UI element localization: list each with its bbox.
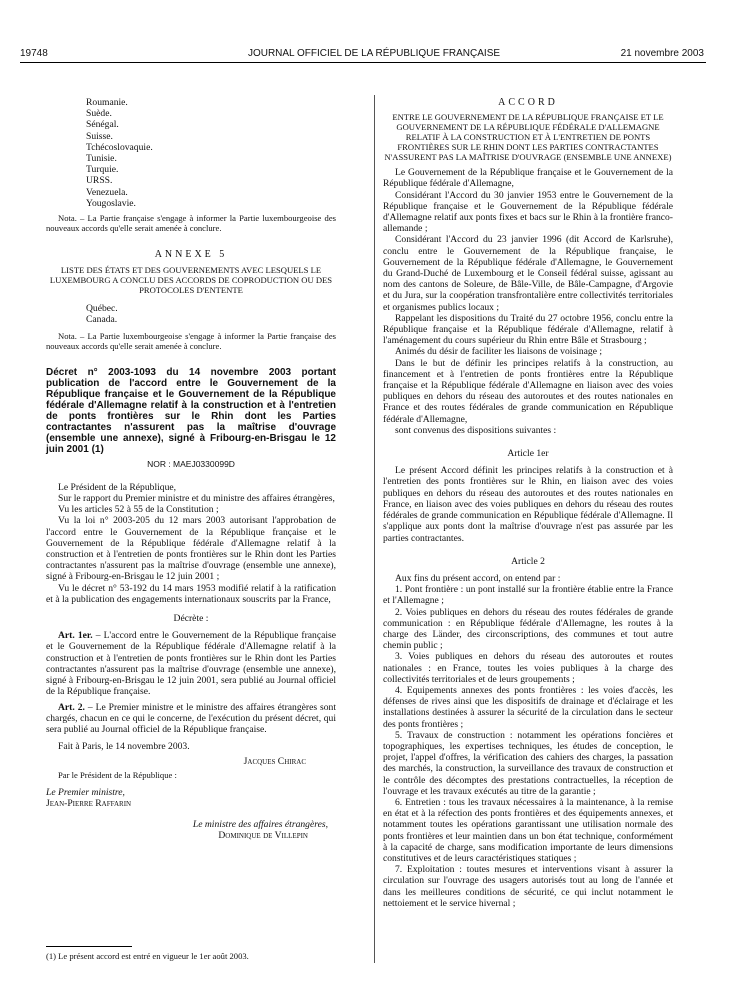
annex-list bbox=[46, 303, 336, 325]
article-heading: Article 2 bbox=[511, 555, 545, 567]
article-text: – L'accord entre le Gouvernement de la République française et le Gouvernement de la République fédérale d'Allemagne relatif à la construction et à l'entretien de ponts frontières sur le Rhin dont les Parties contractantes n'assurent pas la maîtrise d'ouvrage (ensemble une annexe), signé à Fribourg-en-Brisgau le 12 juin 2001, sera publié au Journal officiel de la République française. bbox=[46, 630, 337, 698]
paragraph: Aux fins du présent accord, on entend par : bbox=[395, 572, 561, 584]
date-place: Fait à Paris, le 14 novembre 2003. bbox=[58, 741, 190, 753]
nota-paragraph: Nota. – La Partie française s'engage à informer la Partie luxembourgeoise des nouveaux accords qu'elle serait amenée à conclure. bbox=[46, 213, 336, 234]
left-column bbox=[46, 97, 336, 842]
article-body: Le présent Accord définit les principes relatifs à la construction et à l'entretien des ponts frontières sur le Rhin, en liaison avec des voies publiques en dehors du réseau des autoroutes et des routes nationales en France, en liaison avec des voies publiques en dehors du réseau des routes fédérales de grande communication en République fédérale d'Allemagne. Il s'applique aux ponts dont la maîtrise d'ouvrage n'est pas assurée par les parties contractantes. bbox=[383, 465, 673, 544]
accord-title: ACCORD bbox=[498, 97, 558, 108]
nota-paragraph: Nota. – La Partie luxembourgeoise s'engage à informer la Partie française des nouveaux accords qu'elle serait amenée à conclure. bbox=[46, 330, 336, 351]
minister-name: Dominique de Villepin bbox=[218, 830, 308, 842]
minister-title: Le ministre des affaires étrangères, bbox=[192, 819, 328, 831]
annex-title: ANNEXE 5 bbox=[154, 249, 228, 261]
list-item: Venezuela. bbox=[86, 186, 128, 198]
list-item: Québec. bbox=[86, 303, 118, 315]
preamble bbox=[383, 167, 673, 436]
list-item: Tunisie. bbox=[86, 153, 117, 165]
list-item: Canada. bbox=[86, 314, 118, 326]
definition-item: 6. Entretien : tous les travaux nécessaires à la maintenance, à la remise en état et à la réfection des ponts frontières et des équipements annexes, et notamment toutes les opérations garantissant une utilisation normale des ponts frontières et leur maintien dans un bon état technique, conformément à la capacité de charge, sans modification importante de leurs dimensions constitutives et de leurs caractéristiques statiques ; bbox=[383, 796, 673, 864]
paragraph: Rappelant les dispositions du Traité du 27 octobre 1956, conclu entre la République française et la République fédérale d'Allemagne, relatif à l'aménagement du cours supérieur du Rhin entre Bâle et Strasbourg ; bbox=[383, 312, 673, 347]
decrete-heading: Décrète : bbox=[173, 613, 209, 625]
article-paragraph bbox=[46, 702, 336, 736]
list-item: URSS. bbox=[86, 175, 113, 187]
definition-item: 1. Pont frontière : un pont installé sur la frontière établie entre la France et l'Allemagne ; bbox=[383, 584, 673, 607]
page-number: 19748 bbox=[20, 48, 48, 59]
country-list bbox=[46, 97, 336, 209]
paragraph: Animés du désir de faciliter les liaisons de voisinage ; bbox=[395, 346, 603, 358]
decree-title: Décret n° 2003-1093 du 14 novembre 2003 portant publication de l'accord entre le Gouvernement de la République française et le Gouvernement de la République fédérale d'Allemagne relatif à la construction et à l'entretien de ponts frontières sur le Rhin dont les Parties contractantes n'assurent pas la maîtrise d'ouvrage (ensemble une annexe), signé à Fribourg-en-Brisgau le 12 juin 2001 (1) bbox=[46, 366, 336, 455]
accord-subtitle: ENTRE LE GOUVERNEMENT DE LA RÉPUBLIQUE FRANÇAISE ET LE GOUVERNEMENT DE LA RÉPUBLIQUE FÉDÉRALE D'ALLEMAGNE RELATIF À LA CONSTRUCTION ET À L'ENTRETIEN DE PONTS FRONTIÈRES SUR LE RHIN DONT LES PARTIES CONTRACTANTES N'ASSURENT PAS LA MAÎTRISE D'OUVRAGE (ENSEMBLE UNE ANNEXE) bbox=[384, 112, 672, 163]
footnote-rule bbox=[46, 946, 132, 947]
article-paragraph bbox=[46, 630, 336, 697]
article-label: Art. 2. bbox=[58, 701, 85, 713]
list-item: Suisse. bbox=[86, 130, 113, 142]
list-item: Turquie. bbox=[86, 164, 119, 176]
definition-item: 5. Travaux de construction : notamment les opérations foncières et topographiques, les expertises techniques, les études de conception, le projet, l'appel d'offres, la vérification des cahiers des charges, la passation des marchés, la construction, la surveillance des travaux de construction et le contrôle des décomptes des prestations contractuelles, la réception de l'ouvrage et les travaux exécutés au titre de la garantie ; bbox=[383, 729, 673, 797]
pm-title: Le Premier ministre, bbox=[46, 786, 125, 798]
right-column bbox=[383, 97, 673, 909]
signer-name: Jacques Chirac bbox=[243, 756, 306, 768]
paragraph: Considérant l'Accord du 30 janvier 1953 entre le Gouvernement de la République française et le Gouvernement de la République fédérale d'Allemagne relatif aux ponts fixes et bacs sur le Rhin à la frontière franco-allemande ; bbox=[383, 189, 673, 235]
issue-date: 21 novembre 2003 bbox=[620, 48, 704, 59]
paragraph: Vu les articles 52 à 55 de la Constitution ; bbox=[58, 504, 219, 516]
paragraph: Le Président de la République, bbox=[58, 481, 177, 493]
list-item: Yougoslavie. bbox=[86, 197, 136, 209]
article-heading: Article 1er bbox=[507, 448, 549, 460]
list-item: Roumanie. bbox=[86, 97, 128, 108]
paragraph: Sur le rapport du Premier ministre et du ministre des affaires étrangères, bbox=[58, 493, 335, 505]
annex-subtitle: LISTE DES ÉTATS ET DES GOUVERNEMENTS AVEC LESQUELS LE LUXEMBOURG A CONCLU DES ACCORDS DE COPRODUCTION OU DES PROTOCOLES D'ENTENTE bbox=[49, 265, 333, 296]
definition-item: 3. Voies publiques en dehors du réseau des autoroutes et routes nationales : en France, toutes les voies publiques à la charge des collectivités territoriales et de leurs groupements ; bbox=[383, 651, 673, 685]
header-rule bbox=[20, 62, 706, 63]
paragraph: Dans le but de définir les principes relatifs à la construction, au financement et à l'entretien de ponts frontières entre la République française et la République fédérale d'Allemagne en liaison avec des voies publiques en dehors du réseau des autoroutes et des routes nationales en France et des routes fédérales de grande communication en République fédérale d'Allemagne, bbox=[383, 357, 673, 425]
list-item: Sénégal. bbox=[86, 119, 119, 131]
definition-item: 7. Exploitation : toutes mesures et interventions visant à assurer la circulation sur l'ouvrage des usagers autorisés tout au long de l'année et dans les meilleures conditions de sécurité, ce qui inclut notamment le nettoiement et le service hivernal ; bbox=[383, 864, 673, 909]
list-item: Suède. bbox=[86, 108, 112, 120]
decree-body bbox=[46, 482, 336, 842]
paragraph: Vu le décret n° 53-192 du 14 mars 1953 modifié relatif à la ratification et à la publication des engagements internationaux souscrits par la France, bbox=[46, 582, 336, 605]
signature-label: Par le Président de la République : bbox=[58, 769, 177, 780]
paragraph: Vu la loi n° 2003-205 du 12 mars 2003 autorisant l'approbation de l'accord entre le Gouvernement de la République française et le Gouvernement de la République fédérale d'Allemagne relatif à la construction et à l'entretien de ponts frontières sur le Rhin dont les Parties contractantes n'assurent pas la maîtrise d'ouvrage (ensemble une annexe), signé à Fribourg-en-Brisgau le 12 juin 2001 ; bbox=[46, 515, 336, 583]
column-divider bbox=[374, 95, 375, 963]
definition-item: 2. Voies publiques en dehors du réseau des routes fédérales de grande communication : en République fédérale d'Allemagne, les routes à la charge des Länder, des circonscriptions, des communes et tout autre chemin public ; bbox=[383, 606, 673, 652]
pm-name: Jean-Pierre Raffarin bbox=[46, 797, 132, 809]
paragraph: Considérant l'Accord du 23 janvier 1996 (dit Accord de Karlsruhe), conclu entre le Gouvernement de la République française, le Gouvernement de la République fédérale d'Allemagne, le Gouvernement du Grand-Duché de Luxembourg et le Conseil fédéral suisse, agissant au nom des cantons de Soleure, de Bâle-Ville, de Bâle-Campagne, d'Argovie et du Jura, sur la coopération transfrontalière entre collectivités territoriales et organismes publics locaux ; bbox=[383, 234, 673, 313]
list-item: Tchécoslovaquie. bbox=[86, 141, 153, 153]
paragraph: sont convenus des dispositions suivantes : bbox=[395, 424, 557, 436]
nor-reference: NOR : MAEJ0330099D bbox=[147, 458, 235, 469]
definition-item: 4. Equipements annexes des ponts frontières : les voies d'accès, les défenses de rives ainsi que les dispositifs de drainage et d'éclairage et les installations destinées à assurer la sécurité de la circulation dans le secteur des ponts frontières ; bbox=[383, 684, 673, 730]
journal-title: JOURNAL OFFICIEL DE LA RÉPUBLIQUE FRANÇAISE bbox=[247, 48, 501, 59]
article-body bbox=[383, 573, 673, 909]
article-text: – Le Premier ministre et le ministre des affaires étrangères sont chargés, chacun en ce qui le concerne, de l'exécution du présent décret, qui sera publié au Journal officiel de la République française. bbox=[46, 701, 337, 735]
footnote: (1) Le présent accord est entré en vigueur le 1er août 2003. bbox=[46, 951, 249, 961]
article-label: Art. 1er. bbox=[58, 630, 93, 642]
paragraph: Le Gouvernement de la République française et le Gouvernement de la République fédérale d'Allemagne, bbox=[383, 167, 673, 190]
